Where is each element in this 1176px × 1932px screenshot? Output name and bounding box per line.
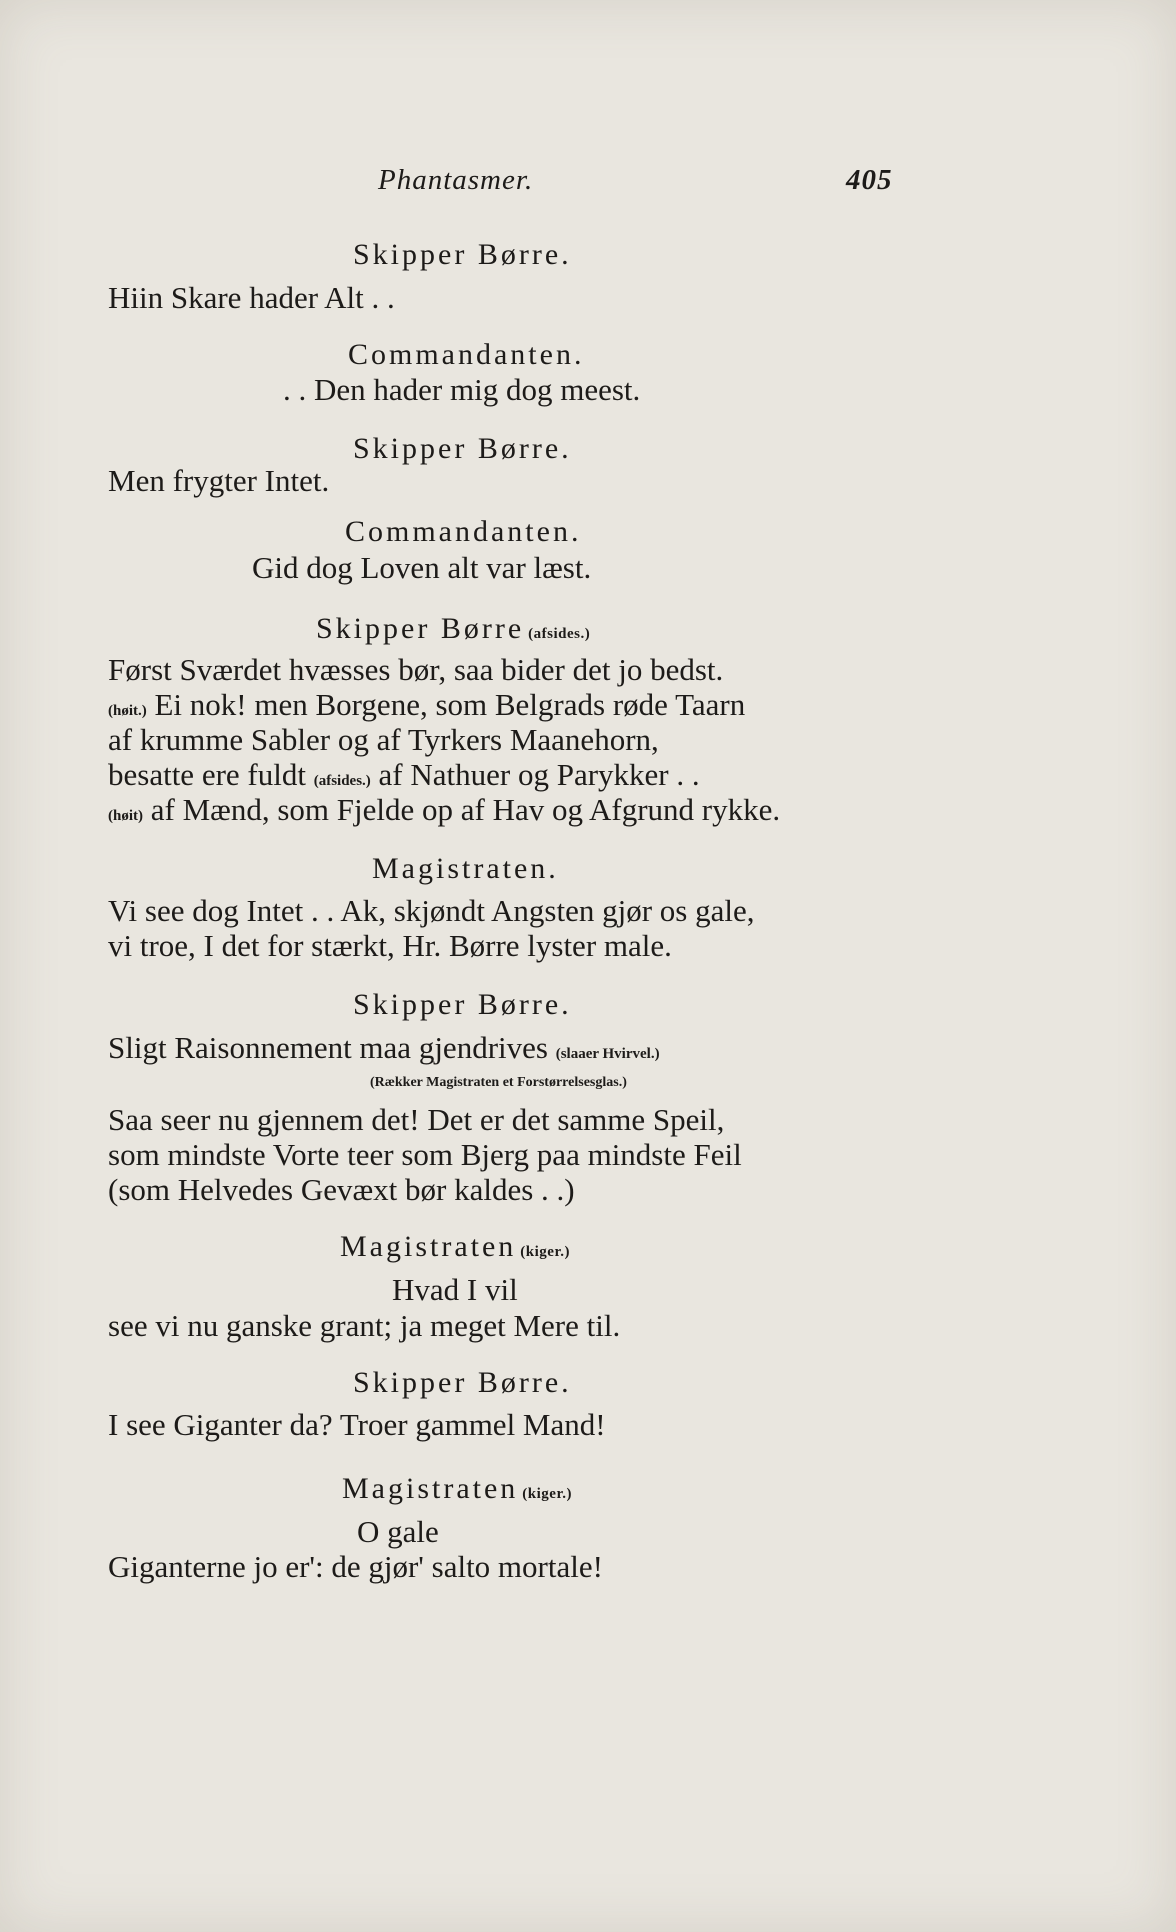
stage-direction: (slaaer Hvirvel.) [555, 1046, 660, 1062]
verse-text: besatte ere fuldt [108, 757, 306, 792]
speaker-heading [340, 1230, 570, 1264]
speaker-name: Skipper Børre [316, 612, 525, 645]
verse-line: som mindste Vorte teer som Bjerg paa mindste Feil [108, 1137, 742, 1172]
verse-line: vi troe, I det for stærkt, Hr. Børre lyster male. [108, 928, 672, 963]
verse-line: Giganterne jo er': de gjør' salto mortale! [108, 1549, 603, 1584]
stage-direction: (Rækker Magistraten et Forstørrelsesglas.) [370, 1075, 627, 1090]
verse-line [108, 687, 745, 723]
verse-text: Ei nok! men Borgene, som Belgrads røde Taarn [154, 687, 746, 722]
verse-text: Sligt Raisonnement maa gjendrives [108, 1030, 548, 1065]
verse-line: af krumme Sabler og af Tyrkers Maanehorn, [108, 722, 659, 757]
verse-line [108, 757, 700, 793]
verse-line: Hiin Skare hader Alt . . [108, 280, 395, 315]
verse-line: Vi see dog Intet . . Ak, skjøndt Angsten gjør os gale, [108, 893, 755, 928]
verse-line: Saa seer nu gjennem det! Det er det samme Speil, [108, 1102, 725, 1137]
speaker-name: Skipper Børre. [353, 432, 572, 465]
speaker-name: Commandanten. [345, 515, 582, 548]
verse-line: (som Helvedes Gevæxt bør kaldes . .) [108, 1172, 575, 1207]
stage-direction: (kiger.) [520, 1244, 570, 1260]
verse-line: Hvad I vil [392, 1272, 518, 1307]
speaker-name: Magistraten [340, 1230, 517, 1263]
speaker-name: Magistraten [342, 1472, 519, 1505]
speaker-name: Skipper Børre. [353, 238, 572, 271]
speaker-name: Magistraten. [372, 852, 559, 885]
verse-line: Gid dog Loven alt var læst. [252, 550, 592, 585]
speaker-name: Skipper Børre. [353, 988, 572, 1021]
speaker-name: Commandanten. [348, 338, 585, 371]
verse-line [108, 1030, 660, 1066]
running-title: Phantasmer. [378, 164, 534, 196]
stage-direction: (kiger.) [522, 1486, 572, 1502]
verse-line: I see Giganter da? Troer gammel Mand! [108, 1407, 606, 1442]
verse-text: af Nathuer og Parykker . . [378, 757, 700, 792]
verse-line: Først Sværdet hvæsses bør, saa bider det jo bedst. [108, 652, 724, 687]
verse-line: see vi nu ganske grant; ja meget Mere til. [108, 1308, 621, 1343]
verse-text: af Mænd, som Fjelde op af Hav og Afgrund rykke. [150, 792, 781, 827]
speaker-name: Skipper Børre. [353, 1366, 572, 1399]
verse-line [108, 792, 780, 828]
verse-line: O gale [357, 1514, 439, 1549]
stage-direction: (høit.) [108, 703, 147, 719]
stage-direction: (afsides.) [313, 773, 371, 789]
verse-line: . . Den hader mig dog meest. [283, 372, 641, 407]
speaker-heading [342, 1472, 572, 1506]
stage-direction: (afsides.) [528, 626, 591, 642]
verse-line: Men frygter Intet. [108, 463, 330, 498]
page-number: 405 [846, 164, 893, 196]
speaker-heading [316, 612, 590, 646]
stage-direction: (høit) [108, 808, 143, 824]
